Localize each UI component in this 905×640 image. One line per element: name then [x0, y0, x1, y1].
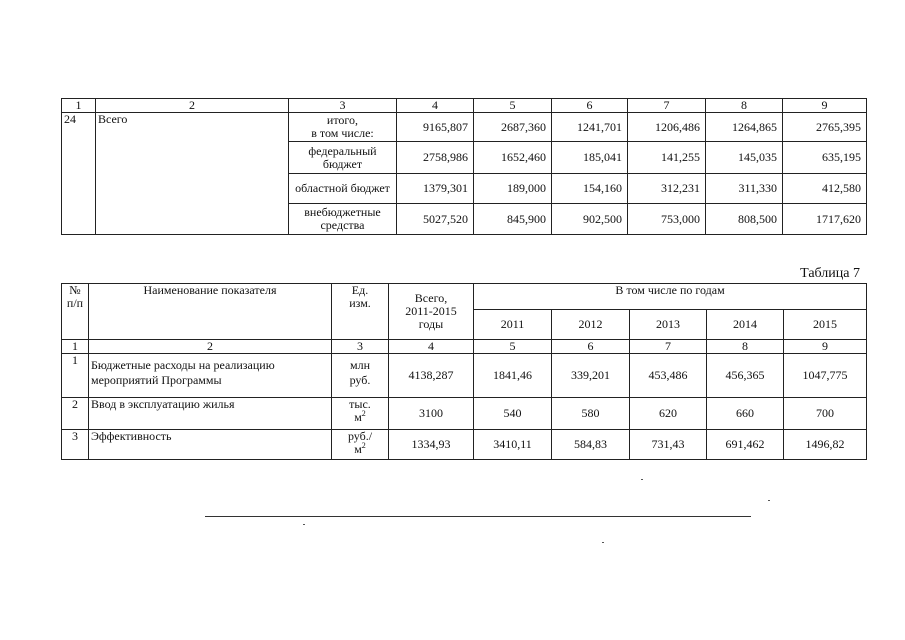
table-row [62, 398, 867, 430]
value-cell: 412,580 [783, 174, 867, 204]
unit-line: руб./ [347, 429, 373, 443]
col-number: 2 [96, 99, 289, 113]
scan-speck [602, 542, 604, 543]
header-row [62, 284, 867, 310]
value-cell: 580 [552, 398, 630, 430]
row-number: 3 [62, 430, 89, 460]
col-number: 5 [474, 99, 552, 113]
value-cell: 1652,460 [474, 142, 552, 174]
row-number: 1 [62, 354, 89, 398]
value-cell: 9165,807 [397, 113, 474, 142]
col-number: 6 [552, 99, 628, 113]
col-number: 1 [62, 340, 89, 354]
value-cell: 145,035 [706, 142, 783, 174]
scan-speck [303, 524, 305, 525]
value-cell: 312,231 [628, 174, 706, 204]
table-row [62, 354, 867, 398]
col-number: 1 [62, 99, 96, 113]
header-text: Всего, [414, 291, 448, 305]
header-text: 2011-2015 [405, 304, 457, 318]
col-number: 8 [707, 340, 784, 354]
row-unit [332, 430, 389, 460]
value-cell: 453,486 [630, 354, 707, 398]
col-number: 7 [628, 99, 706, 113]
budget-table [61, 98, 867, 235]
row-number: 2 [62, 398, 89, 430]
row-number: 24 [62, 113, 96, 235]
funding-source-line: в том числе: [311, 126, 374, 140]
value-cell: 700 [784, 398, 867, 430]
header-year: 2013 [630, 310, 707, 340]
value-cell: 620 [630, 398, 707, 430]
row-name [89, 354, 332, 398]
header-number [62, 284, 89, 340]
value-cell: 1264,865 [706, 113, 783, 142]
unit-line: руб. [349, 373, 371, 387]
row-name: Ввод в эксплуатацию жилья [89, 398, 332, 430]
row-name: Эффективность [89, 430, 332, 460]
header-year: 2014 [707, 310, 784, 340]
row-name-line: Бюджетные расходы на реализацию [91, 358, 275, 372]
funding-source-line: итого, [326, 113, 359, 127]
row-unit [332, 354, 389, 398]
header-total [389, 284, 474, 340]
header-unit [332, 284, 389, 340]
column-number-row [62, 340, 867, 354]
value-cell: 808,500 [706, 204, 783, 235]
funding-source [289, 113, 397, 142]
value-cell: 5027,520 [397, 204, 474, 235]
value-cell: 3410,11 [474, 430, 552, 460]
value-cell: 1047,775 [784, 354, 867, 398]
value-cell: 1206,486 [628, 113, 706, 142]
header-year: 2012 [552, 310, 630, 340]
table-row [62, 113, 867, 142]
value-cell: 189,000 [474, 174, 552, 204]
row-name: Всего [96, 113, 289, 235]
scan-speck [768, 500, 770, 501]
value-cell: 902,500 [552, 204, 628, 235]
unit-line: м [354, 410, 362, 424]
value-cell: 584,83 [552, 430, 630, 460]
header-year: 2015 [784, 310, 867, 340]
row-unit [332, 398, 389, 430]
value-cell: 691,462 [707, 430, 784, 460]
unit-superscript: 2 [361, 409, 366, 418]
col-number: 3 [289, 99, 397, 113]
value-cell: 311,330 [706, 174, 783, 204]
value-cell: 4138,287 [389, 354, 474, 398]
table-caption: Таблица 7 [800, 266, 860, 281]
scan-speck [641, 479, 643, 480]
value-cell: 154,160 [552, 174, 628, 204]
value-cell: 141,255 [628, 142, 706, 174]
col-number: 5 [474, 340, 552, 354]
col-number: 2 [89, 340, 332, 354]
funding-source [289, 142, 397, 174]
value-cell: 731,43 [630, 430, 707, 460]
col-number: 3 [332, 340, 389, 354]
header-by-years: В том числе по годам [474, 284, 867, 310]
value-cell: 2758,986 [397, 142, 474, 174]
col-number: 7 [630, 340, 707, 354]
value-cell: 753,000 [628, 204, 706, 235]
funding-source-line: внебюджетные [304, 205, 381, 219]
col-number: 9 [783, 99, 867, 113]
funding-source: областной бюджет [289, 174, 397, 204]
value-cell: 2765,395 [783, 113, 867, 142]
value-cell: 1334,93 [389, 430, 474, 460]
value-cell: 540 [474, 398, 552, 430]
col-number: 6 [552, 340, 630, 354]
value-cell: 456,365 [707, 354, 784, 398]
value-cell: 1841,46 [474, 354, 552, 398]
unit-superscript: 2 [361, 441, 366, 450]
row-name-line: мероприятий Программы [91, 373, 222, 387]
header-text: годы [418, 317, 444, 331]
header-year: 2011 [474, 310, 552, 340]
unit-line: тыс. [349, 397, 371, 411]
funding-source [289, 204, 397, 235]
value-cell: 3100 [389, 398, 474, 430]
table-row [62, 430, 867, 460]
value-cell: 845,900 [474, 204, 552, 235]
col-number: 8 [706, 99, 783, 113]
col-number: 4 [397, 99, 474, 113]
footer-divider [205, 516, 751, 517]
indicators-table [61, 283, 867, 460]
value-cell: 2687,360 [474, 113, 552, 142]
unit-line: млн [349, 358, 370, 372]
value-cell: 339,201 [552, 354, 630, 398]
col-number: 4 [389, 340, 474, 354]
header-text: изм. [349, 296, 371, 310]
value-cell: 1379,301 [397, 174, 474, 204]
value-cell: 185,041 [552, 142, 628, 174]
column-number-row [62, 99, 867, 113]
value-cell: 1241,701 [552, 113, 628, 142]
funding-source-line: бюджет [322, 156, 363, 171]
unit-line: м [354, 442, 362, 456]
header-text: Ед. [351, 283, 369, 297]
value-cell: 660 [707, 398, 784, 430]
funding-source-line: федеральный [308, 143, 377, 158]
col-number: 9 [784, 340, 867, 354]
header-text: № [69, 283, 81, 297]
value-cell: 635,195 [783, 142, 867, 174]
header-name: Наименование показателя [89, 284, 332, 340]
header-text: п/п [66, 296, 84, 310]
funding-source-line: средства [320, 218, 365, 232]
value-cell: 1717,620 [783, 204, 867, 235]
value-cell: 1496,82 [784, 430, 867, 460]
